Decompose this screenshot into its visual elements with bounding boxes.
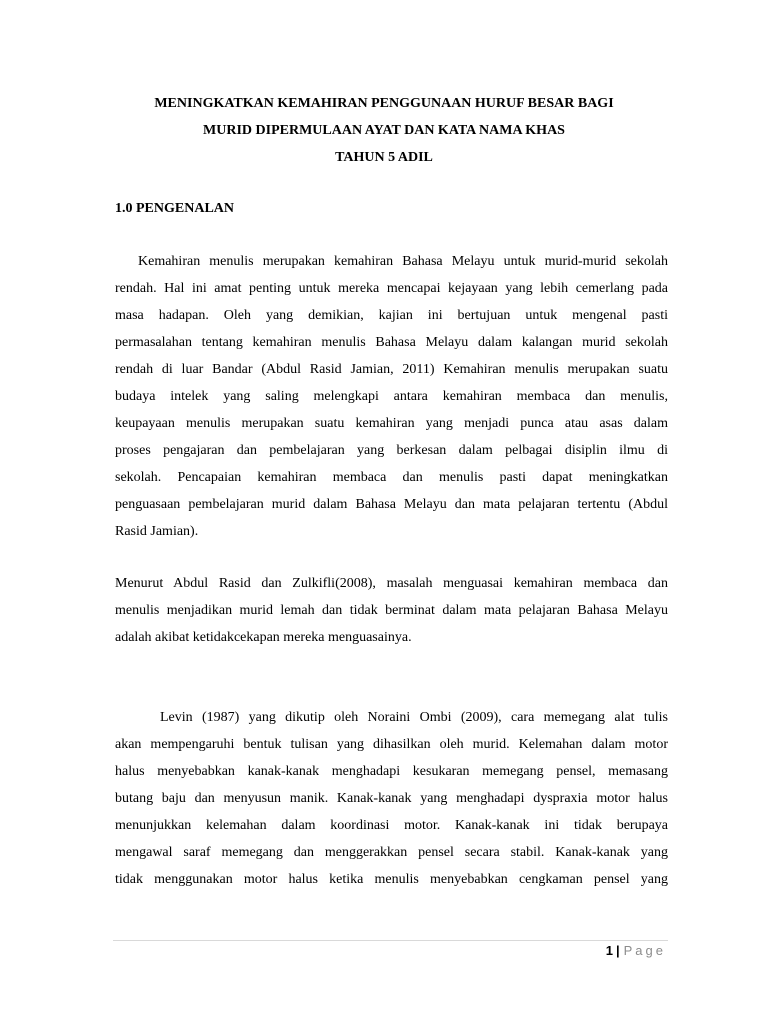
- title-line-3: TAHUN 5 ADIL: [335, 150, 433, 165]
- paragraph-line: proses pengajaran dan pembelajaran yang berkesan dalam pelbagai disiplin ilmu di: [115, 443, 668, 458]
- paragraph-line: rendah. Hal ini amat penting untuk mereka mencapai kejayaan yang lebih cemerlang pada: [115, 281, 668, 296]
- paragraph-line: Menurut Abdul Rasid dan Zulkifli(2008), masalah menguasai kemahiran membaca dan: [115, 576, 668, 591]
- paragraph-line: masa hadapan. Oleh yang demikian, kajian ini bertujuan untuk mengenal pasti: [115, 308, 668, 323]
- paragraph-line: butang baju dan menyusun manik. Kanak-kanak yang menghadapi dyspraxia motor halus: [115, 791, 668, 806]
- section-heading: 1.0 PENGENALAN: [115, 201, 235, 216]
- title-line-1: MENINGKATKAN KEMAHIRAN PENGGUNAAN HURUF BESAR BAGI: [154, 96, 614, 111]
- page-footer: [606, 942, 666, 960]
- paragraph-line: Levin (1987) yang dikutip oleh Noraini Ombi (2009), cara memegang alat tulis: [160, 710, 668, 725]
- paragraph-line: menunjukkan kelemahan dalam koordinasi motor. Kanak-kanak ini tidak berupaya: [115, 818, 668, 833]
- paragraph-line: permasalahan tentang kemahiran menulis Bahasa Melayu dalam kalangan murid sekolah: [115, 335, 668, 350]
- paragraph-line: mengawal saraf memegang dan menggerakkan pensel secara stabil. Kanak-kanak yang: [115, 845, 668, 860]
- paragraph-line: tidak menggunakan motor halus ketika menulis menyebabkan cengkaman pensel yang: [115, 872, 668, 887]
- page-label: Page: [623, 943, 666, 958]
- paragraph-abdul-rasid: [115, 570, 668, 651]
- paragraph-line: budaya intelek yang saling melengkapi antara kemahiran membaca dan menulis,: [115, 389, 668, 404]
- paragraph-line: halus menyebabkan kanak-kanak menghadapi kesukaran memegang pensel, memasang: [115, 764, 668, 779]
- title-line-2: MURID DIPERMULAAN AYAT DAN KATA NAMA KHAS: [203, 123, 565, 138]
- footer-divider: [113, 940, 668, 941]
- paragraph-line: adalah akibat ketidakcekapan mereka menguasainya.: [115, 630, 412, 645]
- paragraph-line: Rasid Jamian).: [115, 524, 199, 539]
- paragraph-line: menulis menjadikan murid lemah dan tidak berminat dalam mata pelajaran Bahasa Melayu: [115, 603, 668, 618]
- paragraph-line: penguasaan pembelajaran murid dalam Bahasa Melayu dan mata pelajaran tertentu (Abdul: [115, 497, 668, 512]
- paragraph-line: sekolah. Pencapaian kemahiran membaca dan menulis pasti dapat meningkatkan: [115, 470, 668, 485]
- paragraph-line: rendah di luar Bandar (Abdul Rasid Jamian, 2011) Kemahiran menulis merupakan suatu: [115, 362, 668, 377]
- paragraph-line: Kemahiran menulis merupakan kemahiran Bahasa Melayu untuk murid-murid sekolah: [138, 254, 668, 269]
- paragraph-line: keupayaan menulis merupakan suatu kemahiran yang menjadi punca atau asas dalam: [115, 416, 668, 431]
- paragraph-levin: [115, 704, 668, 893]
- paragraph-line: akan mempengaruhi bentuk tulisan yang dihasilkan oleh murid. Kelemahan dalam motor: [115, 737, 668, 752]
- paragraph-introduction: [115, 248, 668, 545]
- footer-separator: |: [615, 943, 620, 958]
- document-title: [100, 90, 668, 171]
- page-number: 1: [605, 943, 613, 958]
